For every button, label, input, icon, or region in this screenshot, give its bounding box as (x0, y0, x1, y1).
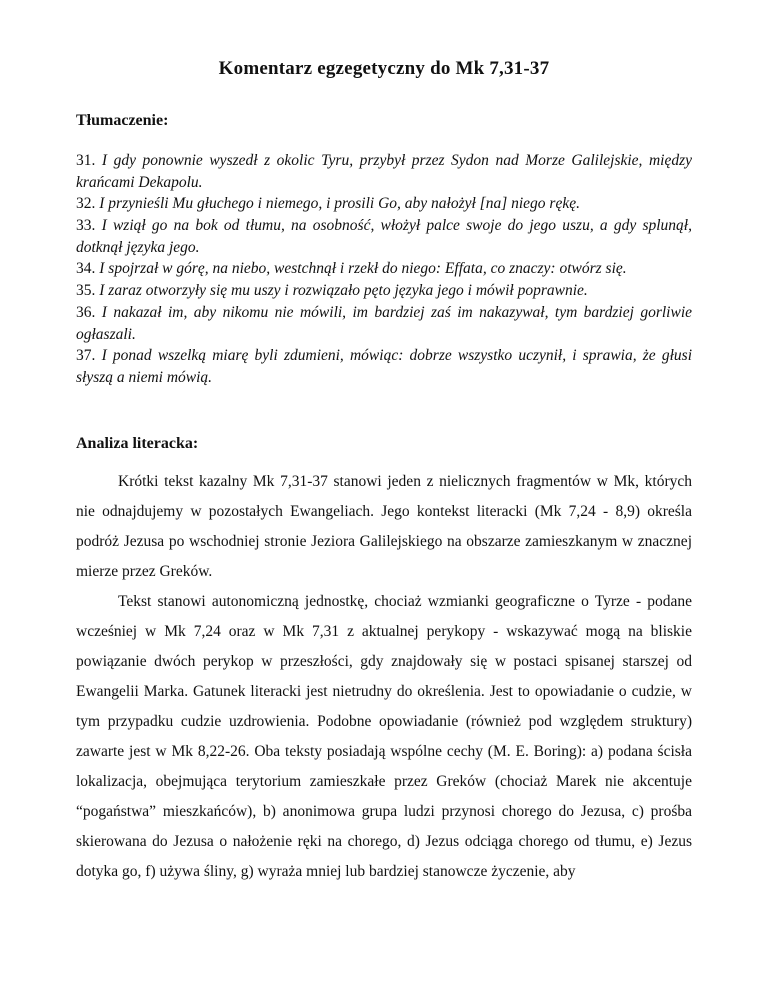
document-title: Komentarz egzegetyczny do Mk 7,31-37 (218, 58, 550, 79)
verse-text: I gdy ponownie wyszedł z okolic Tyru, przybył przez Sydon nad Morze Galilejskie, między krańcami Dekapolu. (76, 152, 692, 191)
verse-text: I wziął go na bok od tłumu, na osobność, włożył palce swoje do jego uszu, a gdy splunął, dotknął języka jego. (76, 217, 692, 256)
verse-number: 35. (76, 282, 96, 300)
verse-text: I spojrzał w górę, na niebo, westchnął i rzekł do niego: Effata, co znaczy: otwórz się. (99, 260, 627, 278)
translation-heading: Tłumaczenie: (76, 112, 169, 129)
analysis-paragraph-2: Tekst stanowi autonomiczną jednostkę, chociaż wzmianki geograficzne o Tyrze - podane wcześniej w Mk 7,24 oraz w Mk 7,31 z aktualnej perykopy - wskazywać mogą na bliskie powiązanie dwóch perykop w przeszłości, gdy znajdowały się w postaci spisanej starszej od Ewangelii Marka. Gatunek literacki jest nietrudny do określenia. Jest to opowiadanie o cudzie, w tym przypadku cudzie uzdrowienia. Podobne opowiadanie (również pod względem struktury) zawarte jest w Mk 8,22-26. Oba teksty posiadają wspólne cechy (M. E. Boring): a) podana ścisła lokalizacja, obejmująca terytorium zamieszkałe przez Greków (chociaż Marek nie akcentuje “pogaństwa” mieszkańców), b) anonimowa grupa ludzi przynosi chorego do Jezusa, c) prośba skierowana do Jezusa o nałożenie ręki na chorego, d) Jezus odciąga chorego od tłumu, e) Jezus dotyka go, f) używa śliny, g) wyraża mniej lub bardziej stanowcze życzenie, aby (76, 592, 692, 880)
verse-36 (76, 302, 692, 345)
verse-35 (76, 280, 692, 302)
verse-33 (76, 215, 692, 258)
verse-number: 32. (76, 195, 96, 213)
verse-text: I ponad wszelką miarę byli zdumieni, mówiąc: dobrze wszystko uczynił, i sprawia, że głusi słyszą a niemi mówią. (76, 347, 693, 386)
verse-number: 33. (76, 217, 96, 235)
analysis-heading: Analiza literacka: (76, 434, 199, 452)
verse-32 (76, 193, 692, 215)
verse-text: I przynieśli Mu głuchego i niemego, i prosili Go, aby nałożył [na] niego rękę. (99, 195, 580, 213)
verse-number: 37. (76, 347, 96, 365)
verse-31 (76, 150, 692, 193)
verse-text: I nakazał im, aby nikomu nie mówili, im bardziej zaś im nakazywał, tym bardziej gorliwie ogłaszali. (76, 303, 692, 343)
verse-number: 36. (76, 303, 96, 321)
verse-37 (76, 345, 692, 388)
verse-number: 31. (76, 152, 96, 169)
analysis-paragraph-1: Krótki tekst kazalny Mk 7,31-37 stanowi jeden z nielicznych fragmentów w Mk, których nie odnajdujemy w pozostałych Ewangeliach. Jego kontekst literacki (Mk 7,24 - 8,9) określa podróż Jezusa po wschodniej stronie Jeziora Galilejskiego na obszarze zamieszkanym w znacznej mierze przez Greków. (76, 472, 692, 580)
verse-number: 34. (76, 260, 96, 278)
translation-verses (76, 150, 692, 389)
verse-34 (76, 258, 692, 280)
verse-text: I zaraz otworzyły się mu uszy i rozwiązało pęto języka jego i mówił poprawnie. (99, 282, 588, 300)
